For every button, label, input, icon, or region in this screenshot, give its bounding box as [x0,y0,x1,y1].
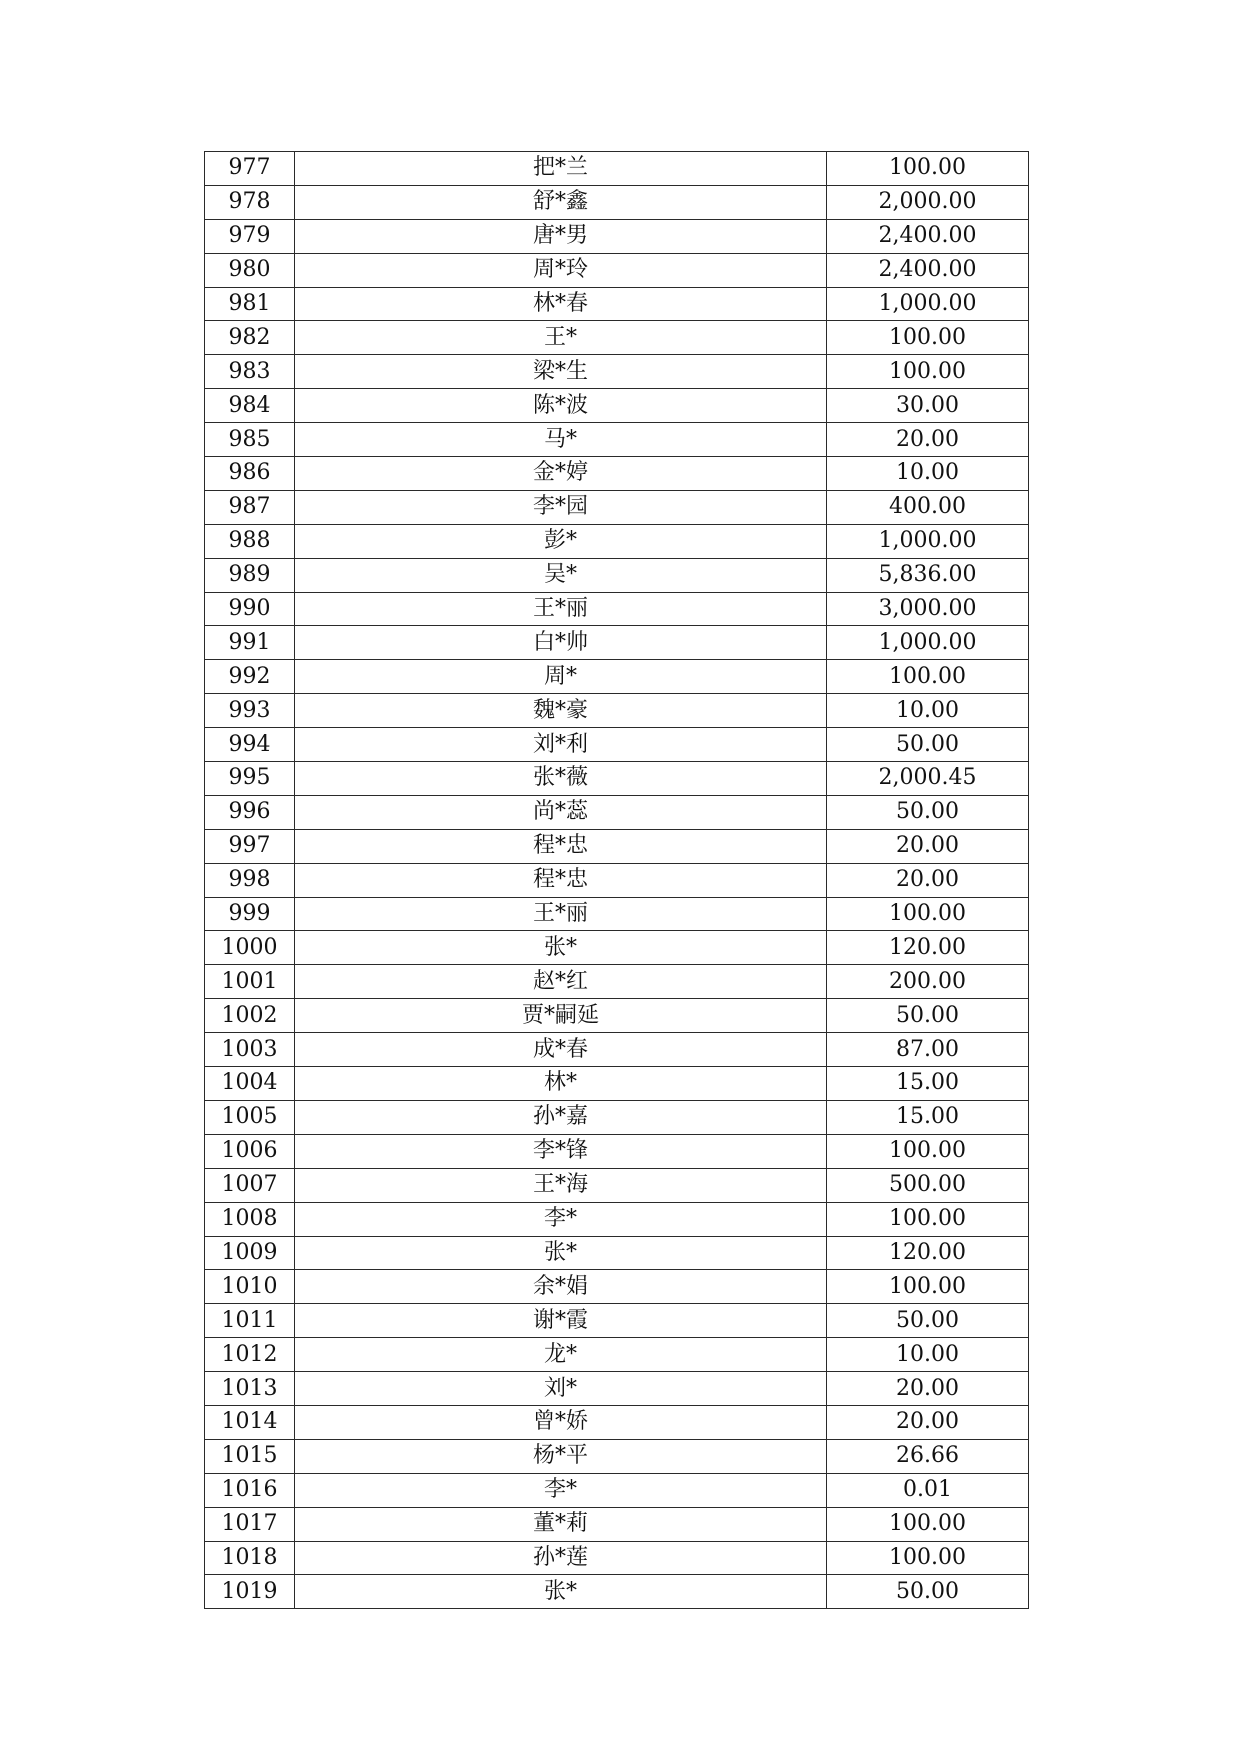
row-number-cell: 1015 [205,1439,295,1473]
row-number-cell: 985 [205,423,295,457]
row-number-cell: 992 [205,660,295,694]
donor-name-cell: 李* [295,1202,827,1236]
row-number-cell: 999 [205,897,295,931]
donor-name-cell: 孙*嘉 [295,1100,827,1134]
amount-cell: 50.00 [827,728,1029,762]
table-row [205,185,1029,219]
amount-cell: 20.00 [827,1372,1029,1406]
amount-cell: 50.00 [827,1304,1029,1338]
amount-cell: 500.00 [827,1168,1029,1202]
donor-name-cell: 王*丽 [295,592,827,626]
row-number-cell: 993 [205,694,295,728]
amount-cell: 50.00 [827,999,1029,1033]
table-row [205,863,1029,897]
row-number-cell: 978 [205,185,295,219]
amount-cell: 100.00 [827,1134,1029,1168]
amount-cell: 10.00 [827,1338,1029,1372]
table-row [205,1507,1029,1541]
donor-name-cell: 张* [295,1575,827,1609]
donor-name-cell: 刘*利 [295,728,827,762]
table-row [205,355,1029,389]
table-row [205,1100,1029,1134]
table-row [205,1067,1029,1101]
table-row [205,829,1029,863]
amount-cell: 5,836.00 [827,558,1029,592]
row-number-cell: 1014 [205,1405,295,1439]
table-row [205,660,1029,694]
row-number-cell: 1007 [205,1168,295,1202]
row-number-cell: 1018 [205,1541,295,1575]
table-row [205,999,1029,1033]
amount-cell: 100.00 [827,1270,1029,1304]
amount-cell: 2,400.00 [827,253,1029,287]
table-row [205,1168,1029,1202]
donor-name-cell: 谢*霞 [295,1304,827,1338]
donor-name-cell: 刘* [295,1372,827,1406]
donor-name-cell: 王*丽 [295,897,827,931]
amount-cell: 1,000.00 [827,524,1029,558]
amount-cell: 100.00 [827,355,1029,389]
donor-name-cell: 魏*豪 [295,694,827,728]
donor-name-cell: 程*忠 [295,863,827,897]
donor-name-cell: 李*园 [295,490,827,524]
row-number-cell: 997 [205,829,295,863]
table-row [205,931,1029,965]
row-number-cell: 986 [205,457,295,491]
table-row [205,524,1029,558]
row-number-cell: 979 [205,219,295,253]
amount-cell: 200.00 [827,965,1029,999]
table-body [205,152,1029,1609]
table-row [205,558,1029,592]
amount-cell: 15.00 [827,1100,1029,1134]
row-number-cell: 1003 [205,1033,295,1067]
donor-name-cell: 周* [295,660,827,694]
donor-name-cell: 吴* [295,558,827,592]
row-number-cell: 987 [205,490,295,524]
amount-cell: 50.00 [827,795,1029,829]
donor-name-cell: 董*莉 [295,1507,827,1541]
row-number-cell: 998 [205,863,295,897]
donor-name-cell: 张* [295,931,827,965]
donor-name-cell: 马* [295,423,827,457]
row-number-cell: 1017 [205,1507,295,1541]
table-row [205,457,1029,491]
donor-name-cell: 张* [295,1236,827,1270]
table-row [205,1033,1029,1067]
amount-cell: 50.00 [827,1575,1029,1609]
amount-cell: 100.00 [827,1507,1029,1541]
table-row [205,389,1029,423]
row-number-cell: 1008 [205,1202,295,1236]
table-row [205,1236,1029,1270]
row-number-cell: 1005 [205,1100,295,1134]
amount-cell: 2,000.00 [827,185,1029,219]
amount-cell: 2,000.45 [827,762,1029,796]
table-row [205,965,1029,999]
row-number-cell: 1004 [205,1067,295,1101]
donor-name-cell: 陈*波 [295,389,827,423]
donor-name-cell: 金*婷 [295,457,827,491]
amount-cell: 30.00 [827,389,1029,423]
table-row [205,762,1029,796]
donor-name-cell: 李* [295,1473,827,1507]
table-row [205,423,1029,457]
row-number-cell: 977 [205,152,295,186]
row-number-cell: 1010 [205,1270,295,1304]
donor-name-cell: 成*春 [295,1033,827,1067]
table-row [205,490,1029,524]
amount-cell: 120.00 [827,931,1029,965]
table-row [205,1541,1029,1575]
donor-name-cell: 赵*红 [295,965,827,999]
donor-name-cell: 程*忠 [295,829,827,863]
table-row [205,897,1029,931]
amount-cell: 20.00 [827,423,1029,457]
amount-cell: 20.00 [827,863,1029,897]
row-number-cell: 984 [205,389,295,423]
amount-cell: 10.00 [827,457,1029,491]
row-number-cell: 1000 [205,931,295,965]
donor-name-cell: 彭* [295,524,827,558]
amount-cell: 2,400.00 [827,219,1029,253]
amount-cell: 20.00 [827,1405,1029,1439]
row-number-cell: 996 [205,795,295,829]
table-row [205,321,1029,355]
amount-cell: 1,000.00 [827,626,1029,660]
table-row [205,152,1029,186]
row-number-cell: 991 [205,626,295,660]
row-number-cell: 1012 [205,1338,295,1372]
donor-name-cell: 李*锋 [295,1134,827,1168]
donation-table [204,151,1029,1609]
donor-name-cell: 王*海 [295,1168,827,1202]
amount-cell: 3,000.00 [827,592,1029,626]
amount-cell: 100.00 [827,660,1029,694]
table-row [205,1405,1029,1439]
row-number-cell: 1013 [205,1372,295,1406]
amount-cell: 0.01 [827,1473,1029,1507]
table-row [205,1202,1029,1236]
amount-cell: 26.66 [827,1439,1029,1473]
table-row [205,1134,1029,1168]
row-number-cell: 1016 [205,1473,295,1507]
row-number-cell: 1006 [205,1134,295,1168]
row-number-cell: 1009 [205,1236,295,1270]
donor-name-cell: 白*帅 [295,626,827,660]
table-row [205,1270,1029,1304]
amount-cell: 10.00 [827,694,1029,728]
table-row [205,1575,1029,1609]
row-number-cell: 994 [205,728,295,762]
donor-name-cell: 张*薇 [295,762,827,796]
row-number-cell: 995 [205,762,295,796]
row-number-cell: 980 [205,253,295,287]
table-row [205,1304,1029,1338]
table-row [205,287,1029,321]
donor-name-cell: 杨*平 [295,1439,827,1473]
table-row [205,253,1029,287]
donor-name-cell: 余*娟 [295,1270,827,1304]
donor-name-cell: 林*春 [295,287,827,321]
row-number-cell: 982 [205,321,295,355]
row-number-cell: 1001 [205,965,295,999]
table-row [205,694,1029,728]
row-number-cell: 981 [205,287,295,321]
table-row [205,592,1029,626]
donor-name-cell: 曾*娇 [295,1405,827,1439]
donor-name-cell: 贾*嗣延 [295,999,827,1033]
amount-cell: 100.00 [827,897,1029,931]
table-row [205,626,1029,660]
row-number-cell: 1019 [205,1575,295,1609]
table-row [205,1372,1029,1406]
row-number-cell: 990 [205,592,295,626]
amount-cell: 100.00 [827,1541,1029,1575]
table-row [205,795,1029,829]
donor-name-cell: 梁*生 [295,355,827,389]
table-row [205,219,1029,253]
row-number-cell: 1011 [205,1304,295,1338]
amount-cell: 400.00 [827,490,1029,524]
row-number-cell: 983 [205,355,295,389]
donor-name-cell: 孙*莲 [295,1541,827,1575]
table-row [205,1473,1029,1507]
amount-cell: 100.00 [827,321,1029,355]
donor-name-cell: 林* [295,1067,827,1101]
amount-cell: 1,000.00 [827,287,1029,321]
amount-cell: 15.00 [827,1067,1029,1101]
row-number-cell: 1002 [205,999,295,1033]
amount-cell: 100.00 [827,152,1029,186]
donor-name-cell: 舒*鑫 [295,185,827,219]
amount-cell: 100.00 [827,1202,1029,1236]
row-number-cell: 988 [205,524,295,558]
donor-name-cell: 把*兰 [295,152,827,186]
donor-name-cell: 龙* [295,1338,827,1372]
amount-cell: 20.00 [827,829,1029,863]
amount-cell: 120.00 [827,1236,1029,1270]
donor-name-cell: 王* [295,321,827,355]
table-row [205,1338,1029,1372]
table-row [205,1439,1029,1473]
donor-name-cell: 尚*蕊 [295,795,827,829]
donor-name-cell: 唐*男 [295,219,827,253]
row-number-cell: 989 [205,558,295,592]
amount-cell: 87.00 [827,1033,1029,1067]
donor-name-cell: 周*玲 [295,253,827,287]
table-row [205,728,1029,762]
